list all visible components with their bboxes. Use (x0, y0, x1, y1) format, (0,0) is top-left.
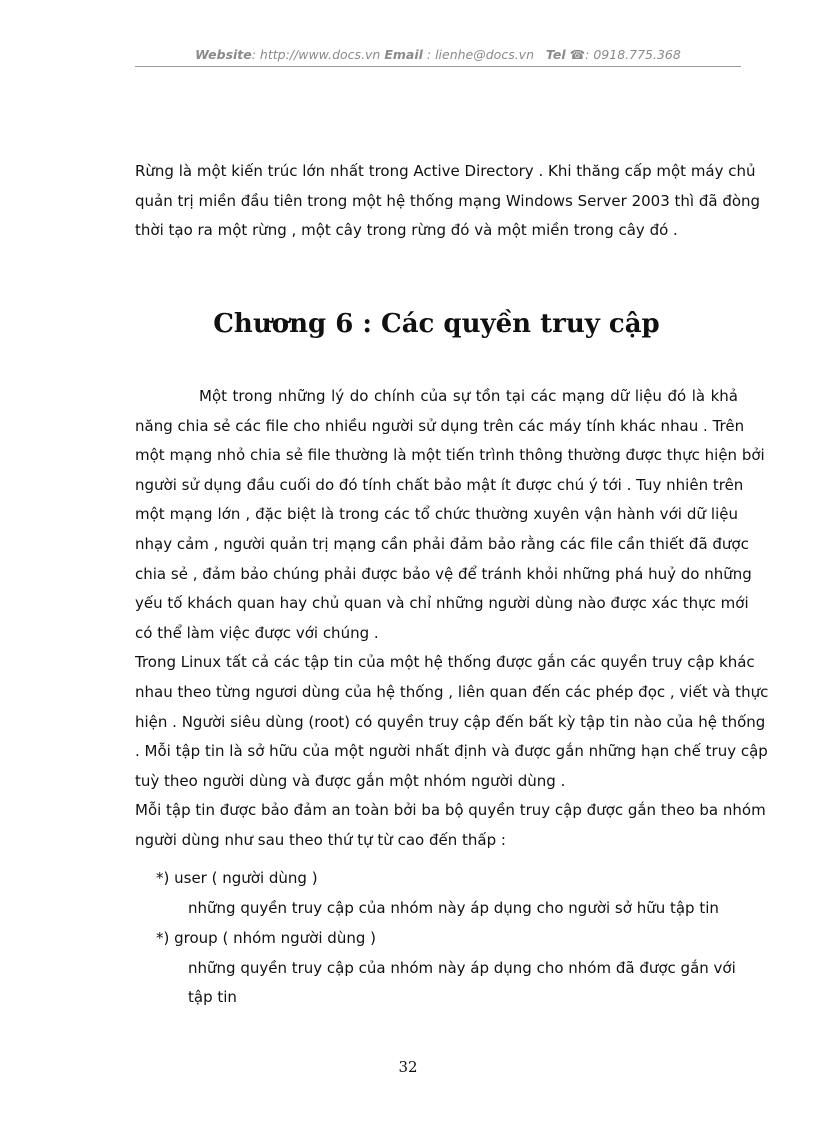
email-value: : lienhe@docs.vn (422, 47, 534, 62)
tel-label: Tel (545, 47, 566, 62)
text-line: người sử dụng đầu cuối do đó tính chất bảo mật ít được chú ý tới . Tuy nhiên trên (135, 475, 744, 494)
text-line: nhau theo từng ngươi dùng của hệ thống , liên quan đến các phép đọc , viết và thực (135, 682, 769, 701)
list-bullet-user: *) user ( người dùng ) (156, 869, 318, 887)
text-line: quản trị miền đầu tiên trong một hệ thống mạng Windows Server 2003 thì đã đòng (135, 191, 761, 210)
text-line: Một trong những lý do chính của sự tồn tại các mạng dữ liệu đó là khả (199, 387, 738, 405)
text-line: có thể làm việc được với chúng . (135, 623, 379, 642)
list-text: tập tin (188, 988, 237, 1006)
text-line: một mạng nhỏ chia sẻ file thường là một tiến trình thông thường được thực hiện bởi (135, 446, 765, 465)
text-line: người dùng như sau theo thứ tự từ cao đến thấp : (135, 830, 506, 849)
intro-paragraph (135, 157, 761, 246)
text-line: thời tạo ra một rừng , một cây trong rừng đó và một miền trong cây đó . (135, 221, 678, 240)
list-bullet-group: *) group ( nhóm người dùng ) (156, 929, 376, 947)
text-line: chia sẻ , đảm bảo chúng phải được bảo vệ để tránh khỏi những phá huỷ do những (135, 564, 752, 583)
tel-value: : 0918.775.368 (585, 47, 681, 62)
chapter-title: Chương 6 : Các quyền truy cập (213, 309, 660, 339)
body-text (135, 382, 769, 856)
website-label: Website (195, 47, 252, 62)
text-line: . Mỗi tập tin là sở hữu của một người nhất định và được gắn những hạn chế truy cập (135, 742, 768, 761)
page-header (135, 47, 741, 62)
text-line: yếu tố khách quan hay chủ quan và chỉ những người dùng nào được xác thực mới (135, 594, 749, 613)
email-label: Email (384, 47, 423, 62)
text-line: một mạng lớn , đặc biệt là trong các tổ chức thường xuyên vận hành với dữ liệu (135, 505, 738, 524)
text-line: hiện . Người siêu dùng (root) có quyền truy cập đến bất kỳ tập tin nào của hệ thống (135, 712, 766, 731)
list-text: những quyền truy cập của nhóm này áp dụng cho người sở hữu tập tin (188, 899, 719, 917)
text-line: Mỗi tập tin được bảo đảm an toàn bởi ba bộ quyền truy cập được gắn theo ba nhóm (135, 801, 766, 820)
text-line: năng chia sẻ các file cho nhiều người sử dụng trên các máy tính khác nhau . Trên (135, 416, 745, 435)
text-line: nhạy cảm , người quản trị mạng cần phải đảm bảo rằng các file cần thiết đã được (135, 534, 749, 553)
text-line: Trong Linux tất cả các tập tin của một hệ thống được gắn các quyền truy cập khác (135, 653, 755, 672)
phone-icon: ☎ (569, 47, 586, 62)
text-line: tuỳ theo người dùng và được gắn một nhóm người dùng . (135, 771, 566, 790)
header-divider (135, 66, 741, 67)
page-number: 32 (398, 1058, 418, 1076)
text-line: Rừng là một kiến trúc lớn nhất trong Active Directory . Khi thăng cấp một máy chủ (135, 162, 756, 180)
list-text: những quyền truy cập của nhóm này áp dụng cho nhóm đã được gắn với (188, 959, 736, 977)
website-value: : http://www.docs.vn (251, 47, 381, 62)
